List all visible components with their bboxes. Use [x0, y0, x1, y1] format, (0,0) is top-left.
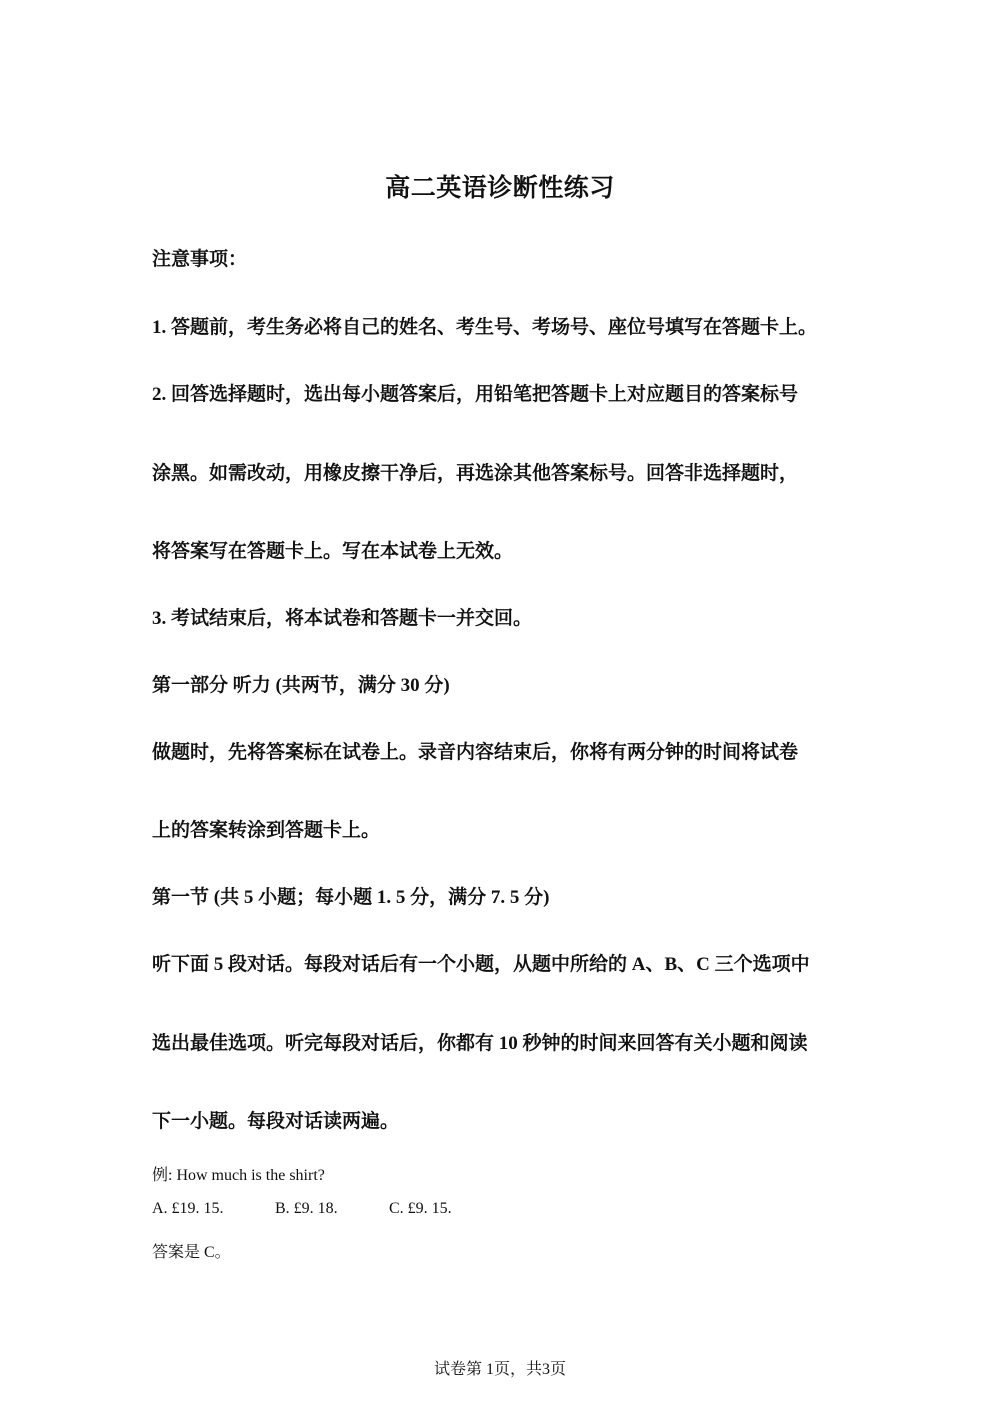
notice-item-3: 3. 考试结束后，将本试卷和答题卡一并交回。 — [152, 608, 533, 629]
section1-instruction-line-3: 下一小题。每段对话读两遍。 — [152, 1111, 400, 1132]
part1-heading: 第一部分 听力 (共两节，满分 30 分) — [152, 675, 450, 696]
example-answer: 答案是 C。 — [152, 1244, 231, 1261]
notice-item-2-line-1: 2. 回答选择题时，选出每小题答案后，用铅笔把答题卡上对应题目的答案标号 — [152, 384, 799, 405]
notice-heading: 注意事项： — [152, 249, 248, 270]
example-question: 例: How much is the shirt? — [152, 1167, 325, 1184]
example-option-b: B. £9. 18. — [275, 1200, 338, 1217]
section1-instruction-line-1: 听下面 5 段对话。每段对话后有一个小题，从题中所给的 A、B、C 三个选项中 — [152, 954, 810, 975]
section1-instruction-line-2: 选出最佳选项。听完每段对话后，你都有 10 秒钟的时间来回答有关小题和阅读 — [152, 1033, 808, 1054]
part1-instruction-line-2: 上的答案转涂到答题卡上。 — [152, 820, 381, 841]
notice-item-1: 1. 答题前，考生务必将自己的姓名、考生号、考场号、座位号填写在答题卡上。 — [152, 317, 818, 338]
example-options — [152, 1200, 452, 1218]
notice-item-2-line-2: 涂黑。如需改动，用橡皮擦干净后，再选涂其他答案标号。回答非选择题时， — [152, 463, 799, 484]
part1-instruction-line-1: 做题时，先将答案标在试卷上。录音内容结束后，你将有两分钟的时间将试卷 — [152, 742, 799, 763]
page-footer: 试卷第 1页，共3页 — [433, 1361, 566, 1378]
document-title: 高二英语诊断性练习 — [385, 175, 615, 202]
notice-item-2-line-3: 将答案写在答题卡上。写在本试卷上无效。 — [152, 541, 514, 562]
example-option-c: C. £9. 15. — [389, 1200, 452, 1217]
example-option-a: A. £19. 15. — [152, 1200, 224, 1217]
section1-heading: 第一节 (共 5 小题；每小题 1. 5 分，满分 7. 5 分) — [152, 887, 550, 908]
